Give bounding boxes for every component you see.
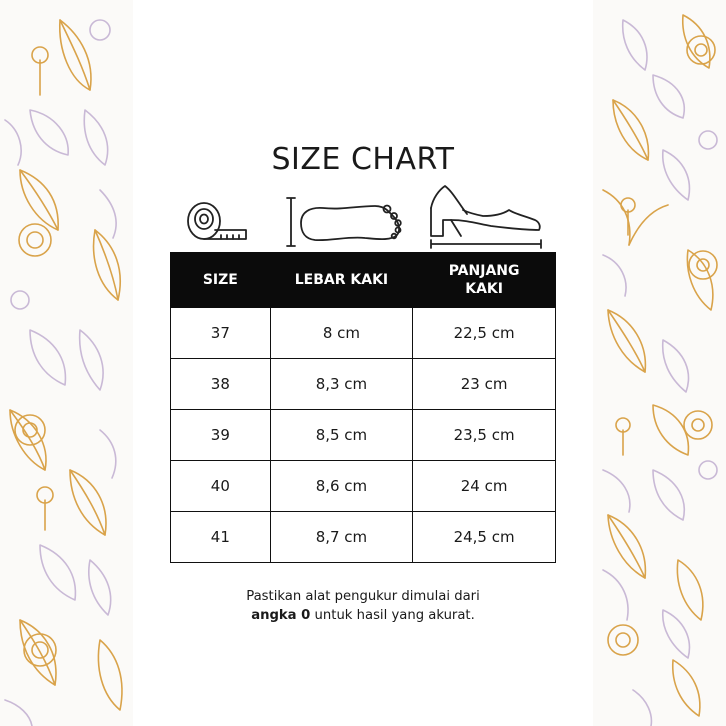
foot-length-cell: 23,5 cm [413,410,556,461]
foot-width-cell: 8,7 cm [270,512,413,563]
table-row [171,359,556,410]
foot-width-cell: 8,5 cm [270,410,413,461]
foot-width-cell: 8,3 cm [270,359,413,410]
foot-length-cell: 22,5 cm [413,308,556,359]
table-header-row [171,253,556,308]
size-table [170,252,556,563]
header-lebar-kaki: LEBAR KAKI [270,253,413,308]
note-line-2-rest: untuk hasil yang akurat. [310,608,475,623]
size-cell: 38 [171,359,271,410]
size-cell: 37 [171,308,271,359]
header-panjang-kaki: PANJANG KAKI [413,253,556,308]
foot-width-cell: 8 cm [270,308,413,359]
measurement-note [133,587,593,625]
floral-pattern-left-art [0,0,133,726]
measuring-tape-icon [185,193,251,247]
foot-length-cell: 24 cm [413,461,556,512]
size-chart-panel [133,0,593,726]
size-cell: 39 [171,410,271,461]
floral-pattern-right-art [593,0,726,726]
foot-width-cell: 8,6 cm [270,461,413,512]
size-cell: 40 [171,461,271,512]
floral-pattern-left [0,0,133,726]
table-row [171,461,556,512]
size-cell: 41 [171,512,271,563]
page-title: SIZE CHART [271,142,455,177]
note-emphasis: angka 0 [251,608,311,623]
table-row [171,410,556,461]
note-line-2 [133,606,593,625]
note-line-1: Pastikan alat pengukur dimulai dari [246,589,480,604]
floral-pattern-right [593,0,726,726]
header-size: SIZE [171,253,271,308]
table-row [171,512,556,563]
table-row [171,308,556,359]
foot-length-cell: 24,5 cm [413,512,556,563]
shoe-icon [427,180,547,252]
foot-length-cell: 23 cm [413,359,556,410]
foot-icon [285,196,411,250]
